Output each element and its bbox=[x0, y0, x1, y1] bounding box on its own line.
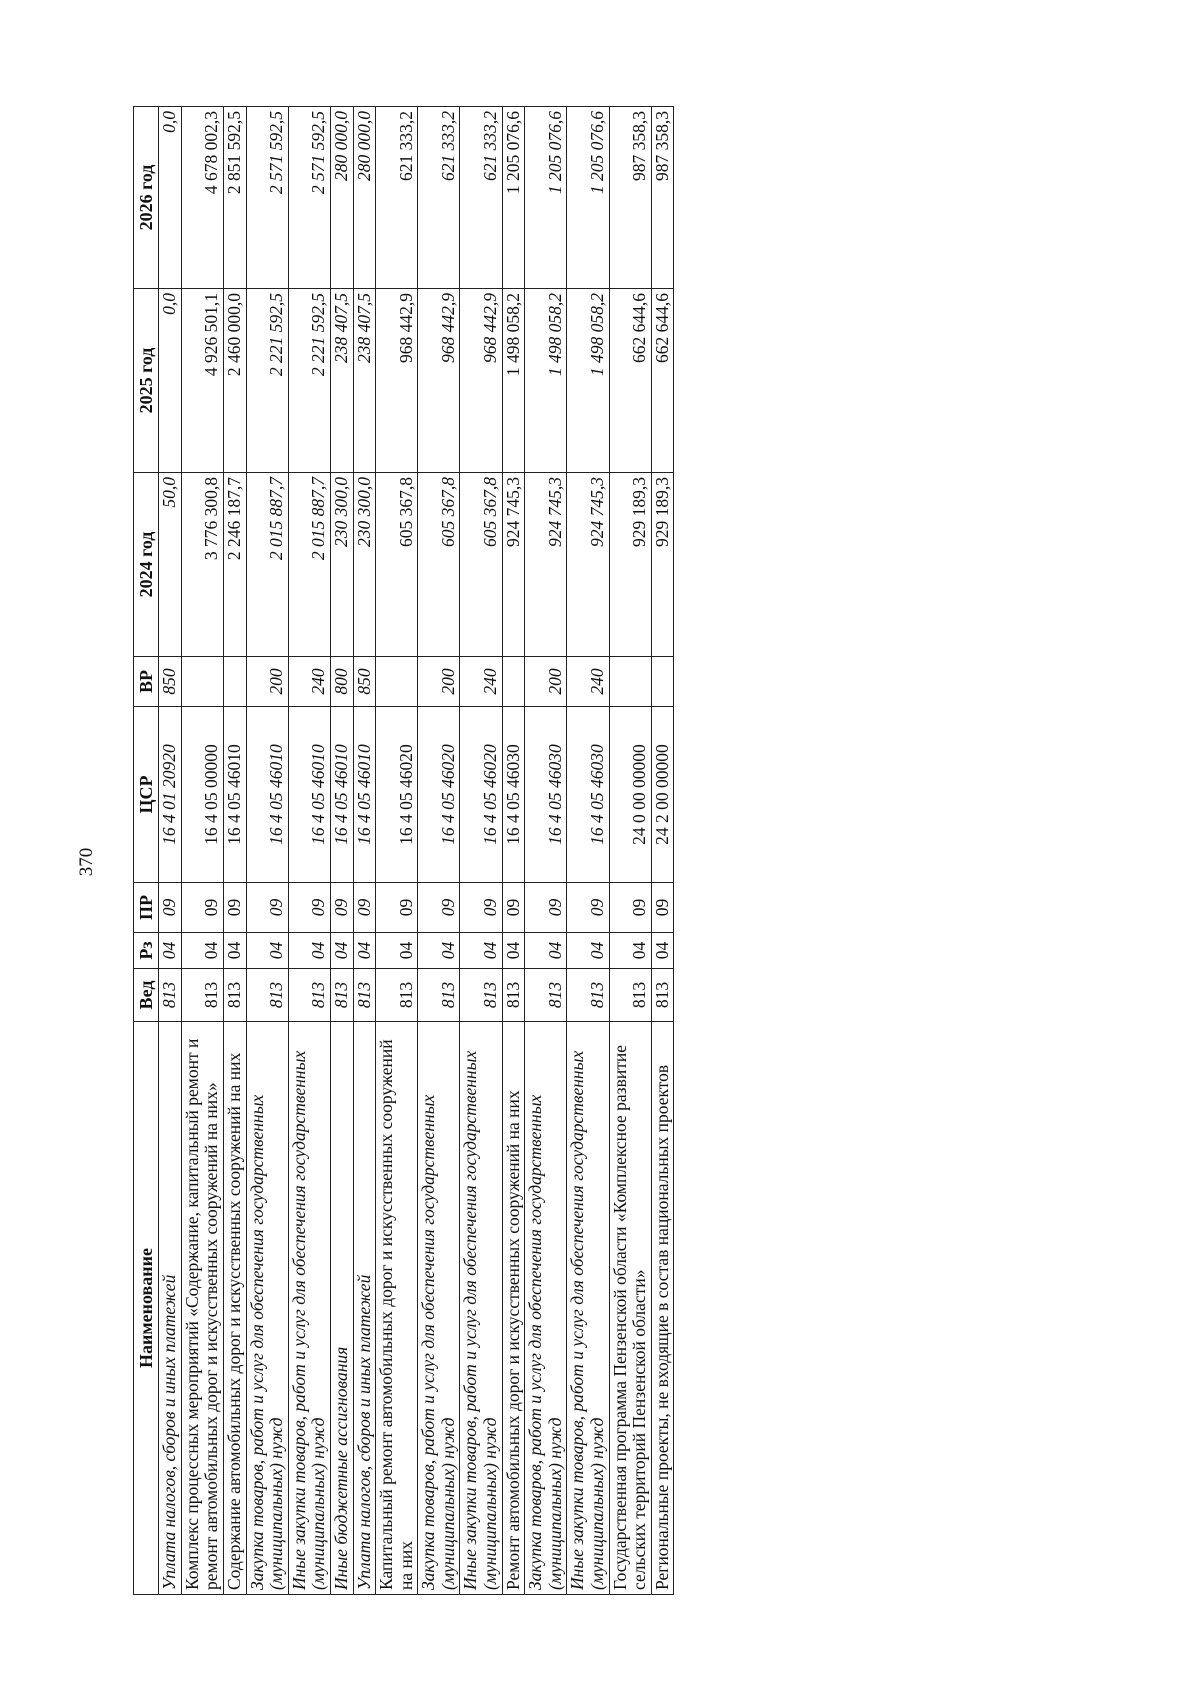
cell-pr: 09 bbox=[353, 883, 376, 933]
page-number: 370 bbox=[76, 847, 97, 877]
cell-name: Иные бюджетные ассигнования bbox=[330, 1022, 353, 1595]
table-row bbox=[567, 107, 609, 1595]
table-row bbox=[246, 107, 288, 1595]
cell-amount-2024: 2 246 187,7 bbox=[223, 473, 246, 657]
cell-csr: 16 4 05 46020 bbox=[418, 707, 460, 883]
header-2026: 2026 год bbox=[134, 107, 159, 289]
cell-amount-2026: 280 000,0 bbox=[353, 107, 376, 289]
cell-ved: 813 bbox=[525, 969, 567, 1022]
cell-name: Ремонт автомобильных дорог и искусственных сооружений на них bbox=[502, 1022, 525, 1595]
cell-vr: 200 bbox=[418, 657, 460, 707]
table-row bbox=[181, 107, 223, 1595]
cell-vr bbox=[609, 657, 651, 707]
cell-rz: 04 bbox=[609, 933, 651, 969]
cell-csr: 16 4 05 46010 bbox=[223, 707, 246, 883]
header-vr: ВР bbox=[134, 657, 159, 707]
cell-pr: 09 bbox=[460, 883, 502, 933]
cell-amount-2026: 621 333,2 bbox=[460, 107, 502, 289]
cell-name: Комплекс процессных мероприятий «Содержание, капитальный ремонт и ремонт автомобильных дорог и искусственных сооружений на них» bbox=[181, 1022, 223, 1595]
cell-ved: 813 bbox=[181, 969, 223, 1022]
cell-pr: 09 bbox=[181, 883, 223, 933]
cell-vr bbox=[223, 657, 246, 707]
cell-amount-2026: 2 851 592,5 bbox=[223, 107, 246, 289]
cell-amount-2024: 929 189,3 bbox=[651, 473, 674, 657]
cell-amount-2024: 924 745,3 bbox=[525, 473, 567, 657]
cell-amount-2026: 0,0 bbox=[159, 107, 182, 289]
cell-vr: 200 bbox=[525, 657, 567, 707]
cell-name: Иные закупки товаров, работ и услуг для обеспечения государственных (муниципальных) нужд bbox=[567, 1022, 609, 1595]
cell-pr: 09 bbox=[223, 883, 246, 933]
cell-csr: 16 4 05 46010 bbox=[288, 707, 330, 883]
cell-amount-2025: 2 221 592,5 bbox=[288, 289, 330, 473]
cell-rz: 04 bbox=[567, 933, 609, 969]
cell-amount-2026: 4 678 002,3 bbox=[181, 107, 223, 289]
cell-amount-2026: 987 358,3 bbox=[651, 107, 674, 289]
cell-vr: 200 bbox=[246, 657, 288, 707]
cell-amount-2026: 621 333,2 bbox=[418, 107, 460, 289]
cell-rz: 04 bbox=[502, 933, 525, 969]
cell-vr: 240 bbox=[460, 657, 502, 707]
cell-csr: 16 4 05 00000 bbox=[181, 707, 223, 883]
header-name: Наименование bbox=[134, 1022, 159, 1595]
cell-ved: 813 bbox=[609, 969, 651, 1022]
cell-amount-2024: 924 745,3 bbox=[567, 473, 609, 657]
cell-amount-2025: 968 442,9 bbox=[376, 289, 418, 473]
cell-amount-2025: 968 442,9 bbox=[418, 289, 460, 473]
cell-pr: 09 bbox=[288, 883, 330, 933]
cell-amount-2024: 230 300,0 bbox=[353, 473, 376, 657]
cell-ved: 813 bbox=[376, 969, 418, 1022]
cell-amount-2026: 2 571 592,5 bbox=[246, 107, 288, 289]
cell-amount-2024: 929 189,3 bbox=[609, 473, 651, 657]
cell-ved: 813 bbox=[246, 969, 288, 1022]
cell-amount-2026: 1 205 076,6 bbox=[525, 107, 567, 289]
header-2025: 2025 год bbox=[134, 289, 159, 473]
cell-csr: 16 4 05 46020 bbox=[460, 707, 502, 883]
cell-vr bbox=[651, 657, 674, 707]
cell-rz: 04 bbox=[418, 933, 460, 969]
cell-vr bbox=[181, 657, 223, 707]
cell-amount-2025: 4 926 501,1 bbox=[181, 289, 223, 473]
rotated-table-frame bbox=[133, 107, 1077, 1595]
cell-amount-2024: 2 015 887,7 bbox=[288, 473, 330, 657]
cell-amount-2025: 1 498 058,2 bbox=[502, 289, 525, 473]
cell-rz: 04 bbox=[330, 933, 353, 969]
cell-ved: 813 bbox=[223, 969, 246, 1022]
cell-amount-2026: 987 358,3 bbox=[609, 107, 651, 289]
cell-pr: 09 bbox=[609, 883, 651, 933]
cell-name: Иные закупки товаров, работ и услуг для обеспечения государственных (муниципальных) нужд bbox=[288, 1022, 330, 1595]
cell-ved: 813 bbox=[567, 969, 609, 1022]
cell-pr: 09 bbox=[525, 883, 567, 933]
cell-amount-2025: 238 407,5 bbox=[330, 289, 353, 473]
header-ved: Вед bbox=[134, 969, 159, 1022]
cell-amount-2026: 1 205 076,6 bbox=[502, 107, 525, 289]
cell-name: Закупка товаров, работ и услуг для обеспечения государственных (муниципальных) нужд bbox=[246, 1022, 288, 1595]
cell-pr: 09 bbox=[159, 883, 182, 933]
table-row bbox=[159, 107, 182, 1595]
cell-amount-2024: 50,0 bbox=[159, 473, 182, 657]
cell-ved: 813 bbox=[330, 969, 353, 1022]
cell-name: Иные закупки товаров, работ и услуг для обеспечения государственных (муниципальных) нужд bbox=[460, 1022, 502, 1595]
cell-rz: 04 bbox=[651, 933, 674, 969]
cell-vr bbox=[376, 657, 418, 707]
cell-pr: 09 bbox=[418, 883, 460, 933]
cell-name: Капитальный ремонт автомобильных дорог и искусственных сооружений на них bbox=[376, 1022, 418, 1595]
cell-pr: 09 bbox=[567, 883, 609, 933]
table-row bbox=[376, 107, 418, 1595]
cell-amount-2026: 280 000,0 bbox=[330, 107, 353, 289]
cell-csr: 16 4 05 46010 bbox=[330, 707, 353, 883]
cell-rz: 04 bbox=[246, 933, 288, 969]
cell-csr: 16 4 05 46030 bbox=[502, 707, 525, 883]
cell-pr: 09 bbox=[502, 883, 525, 933]
table-row bbox=[223, 107, 246, 1595]
cell-amount-2024: 924 745,3 bbox=[502, 473, 525, 657]
cell-name: Закупка товаров, работ и услуг для обеспечения государственных (муниципальных) нужд bbox=[418, 1022, 460, 1595]
cell-ved: 813 bbox=[353, 969, 376, 1022]
cell-vr: 850 bbox=[159, 657, 182, 707]
cell-ved: 813 bbox=[502, 969, 525, 1022]
cell-rz: 04 bbox=[288, 933, 330, 969]
cell-vr: 240 bbox=[288, 657, 330, 707]
cell-amount-2025: 2 221 592,5 bbox=[246, 289, 288, 473]
cell-csr: 16 4 05 46030 bbox=[525, 707, 567, 883]
cell-name: Государственная программа Пензенской области «Комплексное развитие сельских территорий Пензенской области» bbox=[609, 1022, 651, 1595]
table-row bbox=[418, 107, 460, 1595]
header-pr: ПР bbox=[134, 883, 159, 933]
cell-rz: 04 bbox=[181, 933, 223, 969]
table-header-row bbox=[134, 107, 159, 1595]
cell-amount-2026: 2 571 592,5 bbox=[288, 107, 330, 289]
cell-rz: 04 bbox=[353, 933, 376, 969]
cell-amount-2025: 1 498 058,2 bbox=[567, 289, 609, 473]
cell-name: Региональные проекты, не входящие в состав национальных проектов bbox=[651, 1022, 674, 1595]
cell-vr bbox=[502, 657, 525, 707]
cell-vr: 240 bbox=[567, 657, 609, 707]
cell-amount-2025: 968 442,9 bbox=[460, 289, 502, 473]
cell-ved: 813 bbox=[460, 969, 502, 1022]
cell-amount-2024: 230 300,0 bbox=[330, 473, 353, 657]
header-2024: 2024 год bbox=[134, 473, 159, 657]
cell-amount-2024: 3 776 300,8 bbox=[181, 473, 223, 657]
header-csr: ЦСР bbox=[134, 707, 159, 883]
cell-rz: 04 bbox=[159, 933, 182, 969]
table-row bbox=[288, 107, 330, 1595]
cell-amount-2024: 2 015 887,7 bbox=[246, 473, 288, 657]
cell-ved: 813 bbox=[651, 969, 674, 1022]
table-row bbox=[460, 107, 502, 1595]
cell-rz: 04 bbox=[376, 933, 418, 969]
cell-pr: 09 bbox=[330, 883, 353, 933]
cell-amount-2025: 1 498 058,2 bbox=[525, 289, 567, 473]
cell-vr: 850 bbox=[353, 657, 376, 707]
cell-pr: 09 bbox=[651, 883, 674, 933]
table-body bbox=[159, 107, 674, 1595]
table-row bbox=[651, 107, 674, 1595]
cell-rz: 04 bbox=[525, 933, 567, 969]
cell-amount-2025: 662 644,6 bbox=[651, 289, 674, 473]
cell-pr: 09 bbox=[246, 883, 288, 933]
budget-table bbox=[133, 106, 674, 1595]
cell-csr: 16 4 05 46030 bbox=[567, 707, 609, 883]
cell-rz: 04 bbox=[460, 933, 502, 969]
cell-amount-2024: 605 367,8 bbox=[460, 473, 502, 657]
table-row bbox=[502, 107, 525, 1595]
cell-amount-2025: 2 460 000,0 bbox=[223, 289, 246, 473]
cell-vr: 800 bbox=[330, 657, 353, 707]
cell-csr: 16 4 01 20920 bbox=[159, 707, 182, 883]
cell-pr: 09 bbox=[376, 883, 418, 933]
cell-amount-2025: 662 644,6 bbox=[609, 289, 651, 473]
cell-name: Закупка товаров, работ и услуг для обеспечения государственных (муниципальных) нужд bbox=[525, 1022, 567, 1595]
cell-amount-2026: 1 205 076,6 bbox=[567, 107, 609, 289]
table-row bbox=[609, 107, 651, 1595]
cell-name: Содержание автомобильных дорог и искусственных сооружений на них bbox=[223, 1022, 246, 1595]
table-row bbox=[330, 107, 353, 1595]
cell-ved: 813 bbox=[288, 969, 330, 1022]
cell-csr: 24 0 00 00000 bbox=[609, 707, 651, 883]
cell-name: Уплата налогов, сборов и иных платежей bbox=[159, 1022, 182, 1595]
table-row bbox=[525, 107, 567, 1595]
cell-ved: 813 bbox=[159, 969, 182, 1022]
cell-csr: 16 4 05 46010 bbox=[246, 707, 288, 883]
cell-rz: 04 bbox=[223, 933, 246, 969]
cell-ved: 813 bbox=[418, 969, 460, 1022]
header-rz: Рз bbox=[134, 933, 159, 969]
cell-amount-2026: 621 333,2 bbox=[376, 107, 418, 289]
cell-amount-2024: 605 367,8 bbox=[418, 473, 460, 657]
table-row bbox=[353, 107, 376, 1595]
cell-csr: 16 4 05 46010 bbox=[353, 707, 376, 883]
cell-amount-2024: 605 367,8 bbox=[376, 473, 418, 657]
cell-amount-2025: 238 407,5 bbox=[353, 289, 376, 473]
cell-csr: 24 2 00 00000 bbox=[651, 707, 674, 883]
cell-csr: 16 4 05 46020 bbox=[376, 707, 418, 883]
cell-amount-2025: 0,0 bbox=[159, 289, 182, 473]
cell-name: Уплата налогов, сборов и иных платежей bbox=[353, 1022, 376, 1595]
